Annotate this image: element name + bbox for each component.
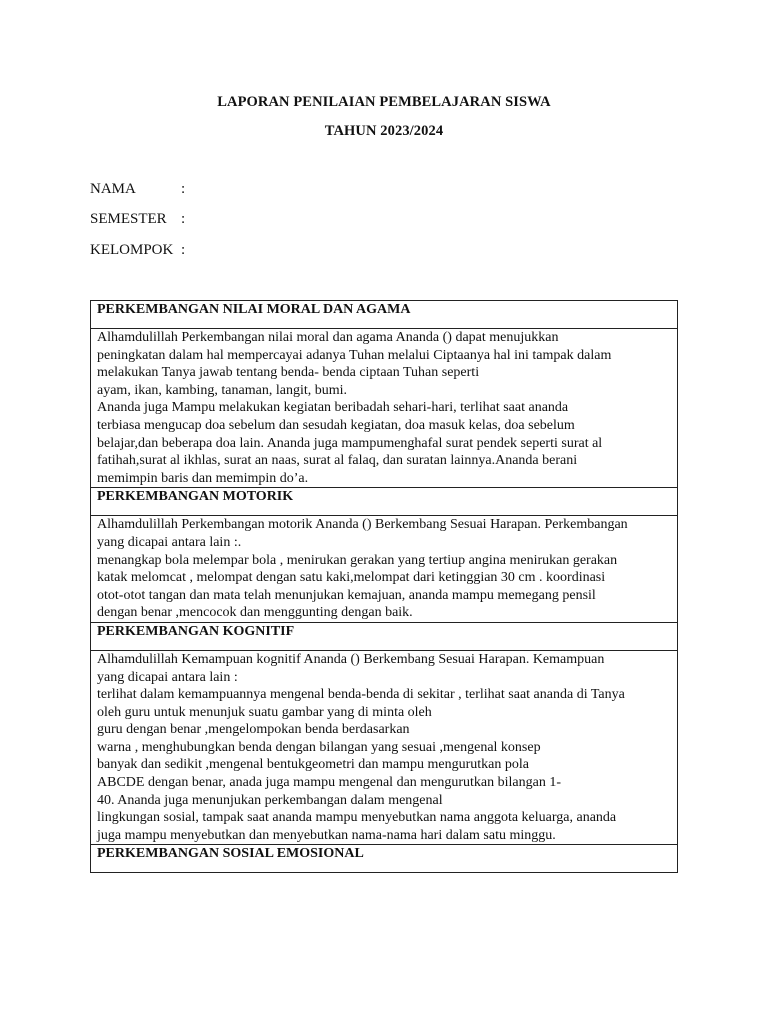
section-text-line: dengan benar ,mencocok dan menggunting dengan baik.: [97, 605, 413, 621]
section-body: [91, 516, 678, 623]
field-kelompok: [90, 242, 185, 259]
section-heading: PERKEMBANGAN NILAI MORAL DAN AGAMA: [91, 301, 678, 329]
section-heading-row: [91, 845, 678, 873]
section-text-line: ABCDE dengan benar, anada juga mampu mengenal dan mengurutkan bilangan 1-: [97, 775, 562, 791]
section-text-line: Alhamdulillah Perkembangan nilai moral dan agama Ananda () dapat menujukkan: [97, 330, 559, 345]
section-body: [91, 329, 678, 488]
section-text-line: Ananda juga Mampu melakukan kegiatan beribadah sehari-hari, terlihat saat ananda: [97, 400, 569, 416]
section-heading-row: [91, 622, 678, 650]
assessment-table: [90, 300, 678, 873]
section-text-line: terbiasa mengucap doa sebelum dan sesudah kegiatan, doa masuk kelas, doa sebelum: [97, 417, 575, 433]
section-text-line: warna , menghubungkan benda dengan bilangan yang sesuai ,mengenal konsep: [97, 739, 541, 755]
field-label: NAMA: [90, 181, 136, 197]
section-text-line: 40. Ananda juga menunjukan perkembangan dalam mengenal: [97, 792, 443, 808]
section-text-line: otot-otot tangan dan mata telah menunjukan kemajuan, ananda mampu memegang pensil: [97, 587, 596, 603]
section-text-line: melakukan Tanya jawab tentang benda- benda ciptaan Tuhan seperti: [97, 365, 480, 381]
section-text-line: banyak dan sedikit ,mengenal bentukgeometri dan mampu mengurutkan pola: [97, 757, 529, 773]
section-text-line: yang dicapai antara lain :: [97, 669, 238, 685]
field-label: SEMESTER: [90, 211, 167, 227]
field-separator: :: [181, 211, 186, 227]
report-year: TAHUN 2023/2024: [324, 123, 444, 139]
section-body-row: [91, 516, 678, 623]
section-text-line: Alhamdulillah Kemampuan kognitif Ananda () Berkembang Sesuai Harapan. Kemampuan: [97, 651, 605, 667]
field-separator: :: [181, 181, 186, 197]
section-text-line: fatihah,surat al ikhlas, surat an naas, surat al falaq, dan suratan lainnya.Ananda berani: [97, 453, 578, 469]
report-title: LAPORAN PENILAIAN PEMBELAJARAN SISWA: [217, 94, 551, 110]
section-heading: PERKEMBANGAN MOTORIK: [91, 488, 678, 516]
section-text-line: yang dicapai antara lain :.: [97, 534, 242, 550]
field-nama: [90, 181, 185, 198]
section-text-line: Alhamdulillah Perkembangan motorik Ananda () Berkembang Sesuai Harapan. Perkembangan: [97, 517, 628, 533]
section-text-line: belajar,dan beberapa doa lain. Ananda juga mampumenghafal surat pendek seperti surat al: [97, 435, 603, 451]
section-text-line: guru dengan benar ,mengelompokan benda berdasarkan: [97, 722, 410, 738]
section-heading-row: [91, 301, 678, 329]
section-text-line: terlihat dalam kemampuannya mengenal benda-benda di sekitar , terlihat saat ananda di Tanya: [97, 687, 625, 703]
section-text-line: menangkap bola melempar bola , menirukan gerakan yang tertiup angina menirukan gerakan: [97, 552, 618, 568]
section-body-row: [91, 329, 678, 488]
section-heading-row: [91, 488, 678, 516]
section-text-line: oleh guru untuk menunjuk suatu gambar yang di minta oleh: [97, 704, 432, 720]
section-text-line: memimpin baris dan memimpin do’a.: [97, 470, 309, 486]
field-semester: [90, 211, 185, 228]
field-label: KELOMPOK: [90, 242, 174, 258]
field-separator: :: [181, 242, 186, 258]
section-text-line: peningkatan dalam hal mempercayai adanya Tuhan melalui Ciptaanya hal ini tampak dalam: [97, 347, 612, 363]
section-text-line: lingkungan sosial, tampak saat ananda mampu menyebutkan nama anggota keluarga, ananda: [97, 810, 617, 826]
section-text-line: juga mampu menyebutkan dan menyebutkan nama-nama hari dalam satu minggu.: [97, 827, 556, 843]
section-heading: PERKEMBANGAN KOGNITIF: [91, 622, 678, 650]
section-heading: PERKEMBANGAN SOSIAL EMOSIONAL: [91, 845, 678, 873]
section-text-line: katak melomcat , melompat dengan satu kaki,melompat dari ketinggian 30 cm . koordinasi: [97, 570, 606, 586]
section-text-line: ayam, ikan, kambing, tanaman, langit, bumi.: [97, 382, 347, 398]
section-body-row: [91, 650, 678, 845]
section-body: [91, 650, 678, 845]
